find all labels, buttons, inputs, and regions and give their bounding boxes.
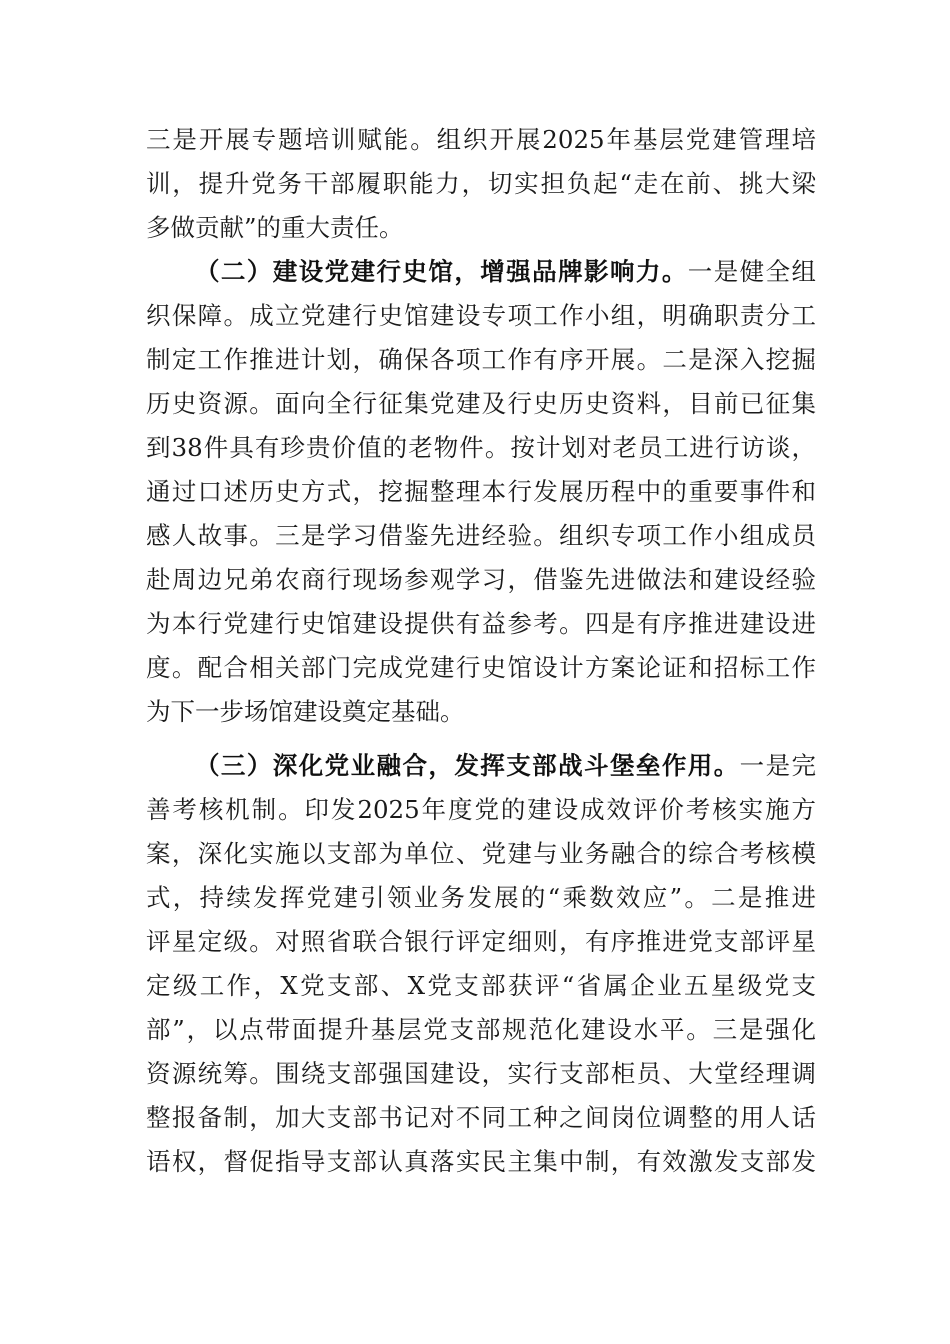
- para2-line-5: 到38件具有珍贵价值的老物件。按计划对老员工进行访谈，: [146, 433, 816, 462]
- para3-line-3: 案，深化实施以支部为单位、党建与业务融合的综合考核模: [146, 839, 816, 868]
- para3-line-9: 整报备制，加大支部书记对不同工种之间岗位调整的用人话: [146, 1103, 816, 1132]
- para3-line-8: 资源统筹。围绕支部强国建设，实行支部柜员、大堂经理调: [146, 1059, 816, 1088]
- para3-line-5: 评星定级。对照省联合银行评定细则，有序推进党支部评星: [146, 927, 816, 956]
- para2-line-4: 历史资源。面向全行征集党建及行史历史资料，目前已征集: [146, 389, 816, 418]
- para2-line-3: 制定工作推进计划，确保各项工作有序开展。二是深入挖掘: [146, 345, 816, 374]
- para1-line-1: 三是开展专题培训赋能。组织开展2025年基层党建管理培: [146, 125, 816, 154]
- para3-line-2: 善考核机制。印发2025年度党的建设成效评价考核实施方: [146, 795, 816, 824]
- para3-first-line-rest: 一是完: [739, 751, 817, 780]
- para2-line-7: 感人故事。三是学习借鉴先进经验。组织专项工作小组成员: [146, 521, 816, 550]
- para3-line-1: [195, 744, 816, 788]
- para2-line-6: 通过口述历史方式，挖掘整理本行发展历程中的重要事件和: [146, 477, 816, 506]
- para3-line-4: 式，持续发挥党建引领业务发展的“乘数效应”。二是推进: [146, 883, 816, 912]
- para2-line-2: 织保障。成立党建行史馆建设专项工作小组，明确职责分工: [146, 301, 816, 330]
- para3-heading: （三）深化党业融合，发挥支部战斗堡垒作用。: [195, 751, 740, 780]
- para3-line-6: 定级工作，X党支部、X党支部获评“省属企业五星级党支: [146, 971, 816, 1000]
- para2-heading: （二）建设党建行史馆，增强品牌影响力。: [195, 257, 688, 286]
- para2-line-11: 为下一步场馆建设奠定基础。: [146, 697, 465, 726]
- para1-line-3: 多做贡献”的重大责任。: [146, 213, 404, 242]
- para3-line-7: 部”，以点带面提升基层党支部规范化建设水平。三是强化: [146, 1015, 816, 1044]
- para3-line-10: 语权，督促指导支部认真落实民主集中制，有效激发支部发: [146, 1147, 816, 1176]
- para2-line-8: 赴周边兄弟农商行现场参观学习，借鉴先进做法和建设经验: [146, 565, 816, 594]
- para2-line-9: 为本行党建行史馆建设提供有益参考。四是有序推进建设进: [146, 609, 816, 638]
- para2-line-10: 度。配合相关部门完成党建行史馆设计方案论证和招标工作: [146, 653, 816, 682]
- para2-first-line-rest: 一是健全组: [687, 257, 817, 286]
- para2-line-1: [195, 250, 816, 294]
- para1-line-2: 训，提升党务干部履职能力，切实担负起“走在前、挑大梁: [146, 169, 816, 198]
